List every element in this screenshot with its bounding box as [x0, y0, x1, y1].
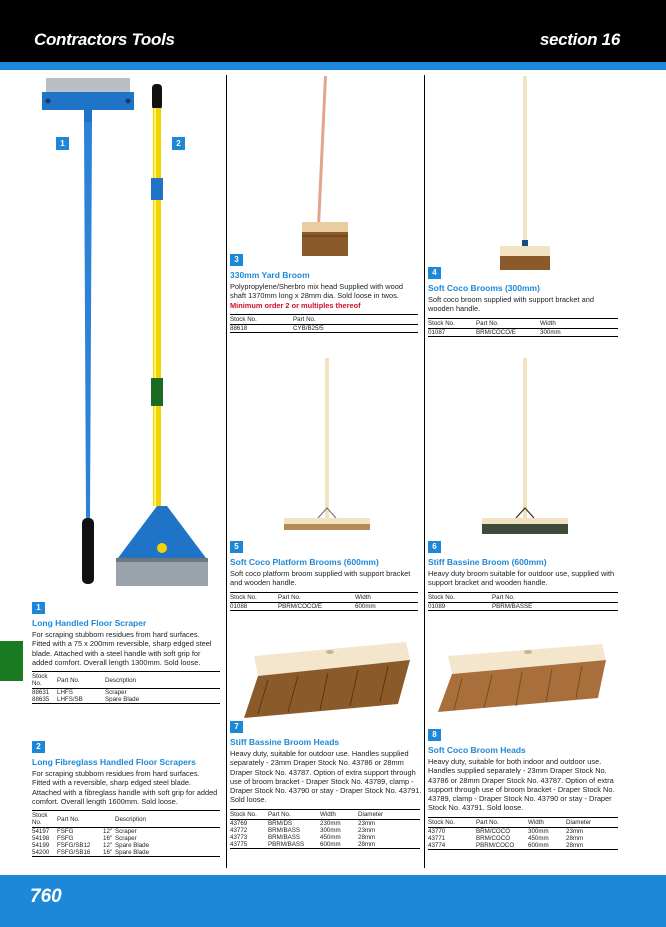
table-header: Stock No. — [230, 809, 268, 819]
product-3 — [230, 249, 420, 333]
table-header: Part No. — [476, 318, 540, 328]
product-title: Long Handled Floor Scraper — [32, 618, 147, 628]
page-title: Contractors Tools — [34, 30, 175, 49]
table-cell: 600mm — [355, 602, 418, 610]
table-cell: BRM/BASS — [268, 833, 300, 841]
header-stripe — [0, 62, 666, 70]
table-header: Diameter — [566, 817, 618, 827]
table-cell: PBRM/BASSE — [492, 602, 618, 610]
stock-table — [230, 592, 418, 611]
table-header: Part No. — [268, 809, 320, 819]
table-cell: 43774 — [428, 842, 476, 850]
table-cell: 450mm — [320, 833, 341, 841]
stock-table — [32, 671, 220, 704]
product-title: Stiff Bassine Broom (600mm) — [428, 557, 547, 567]
table-cell: 16" — [103, 849, 115, 857]
table-cell: 01087 — [428, 328, 476, 336]
table-cell: 88618 — [230, 324, 293, 332]
floor-scraper-fibreglass-image — [108, 78, 218, 598]
product-description: For scraping stubborn residues from hard surfaces. Fitted with a 75 x 200mm reversible, sharp edged steel blade. Attached with a steel handle with soft grip for added comfort. Overall length 1300mm. Sold loose. — [32, 630, 212, 667]
table-header: Stock No. — [230, 314, 293, 324]
image-badge-2: 2 — [172, 137, 185, 150]
stiff-bassine-broom-image — [480, 358, 570, 536]
table-row — [32, 849, 220, 857]
table-cell: BRM/COCO — [476, 827, 511, 835]
table-cell: PBRM/BASS — [268, 841, 320, 849]
product-title: Soft Coco Brooms (300mm) — [428, 283, 540, 293]
stock-table — [428, 318, 618, 337]
table-cell: 43769 — [230, 819, 248, 827]
table-cell: 300mm — [540, 328, 618, 336]
table-cell: 54198 — [32, 835, 50, 843]
page-number: 760 — [30, 886, 62, 907]
table-cell: LHFS — [57, 689, 73, 697]
table-cell: LHFS/SB — [57, 696, 105, 704]
table-cell: Spare Blade — [115, 849, 220, 857]
table-header: Diameter — [358, 809, 420, 819]
table-cell: 88635 — [32, 696, 57, 704]
table-header: Part No. — [57, 811, 103, 828]
product-description: Heavy duty, suitable for both indoor and outdoor use. Handles supplied separately - 23mm Draper Stock No. 43786 or 28mm Draper Stock No. 43787. Option of extra support through use of broom bracket - Draper Stock No. 43789, clamp - Draper Stock No. 43790 or stay - Draper Stock No. 43791. Sold loose. — [428, 757, 615, 813]
product-2 — [32, 736, 220, 857]
table-cell: Scraper — [115, 828, 137, 836]
table-cell: 01088 — [230, 602, 278, 610]
table-row — [428, 835, 618, 842]
table-cell: FSFG — [57, 828, 74, 836]
section-label: section 16 — [539, 30, 620, 49]
table-cell: 300mm — [528, 827, 549, 835]
product-1 — [32, 597, 220, 704]
table-cell: 28mm — [358, 833, 376, 841]
column-divider-left — [226, 75, 227, 868]
product-5 — [230, 536, 420, 611]
table-header: Description — [115, 811, 220, 828]
table-row — [32, 828, 220, 836]
table-header: Width — [320, 809, 358, 819]
table-cell: PBRM/COCO/E — [278, 602, 355, 610]
stiff-bassine-broom-head-image — [238, 640, 410, 724]
table-cell: 230mm — [320, 819, 341, 827]
product-description: For scraping stubborn residues from hard surfaces. Fitted with a reversible, sharp edged steel blade. Attached with a fibreglass handle with soft grip for added comfort. Overall length 1600mm. Sold loose. — [32, 769, 218, 806]
table-row — [32, 696, 220, 704]
table-cell: 300mm — [320, 826, 341, 834]
table-header: Stock No. — [32, 811, 57, 828]
minimum-order-note: Minimum order 2 or multiples thereof — [230, 300, 361, 310]
table-cell: 54200 — [32, 849, 57, 857]
product-description: Heavy duty broom suitable for outdoor use, supplied with support bracket and wooden handle. — [428, 569, 615, 588]
product-number: 6 — [428, 541, 441, 553]
table-header: Stock No. — [230, 592, 278, 602]
table-cell: 600mm — [528, 842, 566, 850]
table-row — [428, 842, 618, 850]
table-cell: 43775 — [230, 841, 268, 849]
table-cell: 01089 — [428, 602, 492, 610]
table-cell: CYB/B25/5 — [293, 324, 418, 332]
table-header: Part No. — [57, 672, 105, 689]
soft-coco-broom-image — [494, 76, 558, 272]
table-cell: BRM/BASS — [268, 826, 300, 834]
table-row — [32, 689, 220, 697]
table-cell: Spare Blade — [115, 842, 150, 850]
table-cell: 600mm — [320, 841, 358, 849]
product-6 — [428, 536, 620, 611]
column-divider-right — [424, 75, 425, 868]
product-number: 2 — [32, 741, 45, 753]
table-row — [230, 324, 418, 332]
table-cell: BRM/COCO — [476, 834, 511, 842]
table-row — [230, 819, 420, 827]
product-number: 8 — [428, 729, 441, 741]
table-header: Part No. — [492, 592, 618, 602]
product-8 — [428, 724, 620, 850]
table-cell: 23mm — [566, 827, 584, 835]
table-cell: 450mm — [528, 834, 549, 842]
table-cell: 88631 — [32, 689, 50, 697]
table-cell: Spare Blade — [105, 696, 220, 704]
product-number: 7 — [230, 721, 243, 733]
table-header: Stock No. — [428, 592, 492, 602]
product-number: 3 — [230, 254, 243, 266]
table-header: Width — [355, 592, 418, 602]
table-cell: 43773 — [230, 833, 248, 841]
product-title: Long Fibreglass Handled Floor Scrapers — [32, 757, 196, 767]
product-number: 4 — [428, 267, 441, 279]
table-cell: 16" — [103, 835, 113, 843]
table-cell: FSFG/SB12 — [57, 842, 91, 850]
product-7 — [230, 716, 422, 849]
table-header: Width — [528, 817, 566, 827]
stock-table — [32, 810, 220, 857]
product-description: Polypropylene/Sherbro mix head Supplied with wood shaft 1370mm long x 28mm dia. Sold loose in twos. — [230, 282, 403, 301]
table-cell: 23mm — [358, 826, 376, 834]
table-header: Description — [105, 672, 220, 689]
table-row — [428, 328, 618, 336]
table-cell: 54197 — [32, 828, 50, 836]
table-row — [230, 827, 420, 834]
table-cell: 28mm — [566, 842, 618, 850]
section-tab — [0, 641, 23, 681]
table-cell: 43772 — [230, 826, 248, 834]
table-cell: 28mm — [566, 834, 584, 842]
table-header: Part No. — [278, 592, 355, 602]
table-row — [428, 602, 618, 610]
table-cell: 12" — [103, 842, 113, 850]
stock-table — [230, 809, 420, 849]
table-cell: 43770 — [428, 827, 446, 835]
product-description: Heavy duty, suitable for outdoor use. Handles supplied separately - 23mm Draper Stock No. 43786 or 28mm Draper Stock No. 43787. Option of extra support through use of broom bracket - Draper Stock No. 43789, clamp - Draper Stock No. 43790 or stay - Draper Stock No. 43791. Sold loose. — [230, 749, 422, 805]
soft-coco-broom-head-image — [432, 640, 608, 716]
table-row — [428, 827, 618, 835]
table-header: Stock No. — [32, 672, 57, 689]
product-description: Soft coco broom supplied with support bracket and wooden handle. — [428, 295, 594, 314]
soft-coco-platform-broom-image — [282, 358, 372, 532]
table-cell: 23mm — [358, 819, 376, 827]
table-row — [230, 834, 420, 841]
product-title: Soft Coco Broom Heads — [428, 745, 526, 755]
table-header: Stock No. — [428, 318, 476, 328]
table-cell: BRM/COCO/E — [476, 328, 540, 336]
product-title: Soft Coco Platform Brooms (600mm) — [230, 557, 379, 567]
yard-broom-image — [296, 76, 358, 258]
table-header: Stock No. — [428, 817, 476, 827]
product-4 — [428, 262, 620, 337]
product-title: Stiff Bassine Broom Heads — [230, 737, 340, 747]
table-cell: 54199 — [32, 842, 50, 850]
product-number: 1 — [32, 602, 45, 614]
table-cell: Scraper — [105, 689, 127, 697]
product-description: Soft coco platform broom supplied with support bracket and wooden handle. — [230, 569, 411, 588]
page-footer — [0, 875, 666, 927]
table-row — [32, 842, 220, 849]
table-header: Part No. — [476, 817, 528, 827]
table-cell: 43771 — [428, 834, 446, 842]
stock-table — [428, 817, 618, 850]
product-number: 5 — [230, 541, 243, 553]
table-cell: FSFG — [57, 835, 74, 843]
table-header: Width — [540, 318, 618, 328]
table-row — [32, 835, 220, 842]
table-cell: PBRM/COCO — [476, 842, 528, 850]
table-header: Part No. — [293, 314, 418, 324]
stock-table — [428, 592, 618, 611]
table-row — [230, 841, 420, 849]
image-badge-1: 1 — [56, 137, 69, 150]
table-cell: FSFG/SB16 — [57, 849, 103, 857]
table-cell: 28mm — [358, 841, 420, 849]
table-row — [230, 602, 418, 610]
table-cell: Scraper — [115, 835, 137, 843]
table-cell: 12" — [103, 828, 113, 836]
table-header — [103, 811, 115, 828]
stock-table — [230, 314, 418, 333]
product-title: 330mm Yard Broom — [230, 270, 310, 280]
table-cell: BRM/DS — [268, 819, 293, 827]
